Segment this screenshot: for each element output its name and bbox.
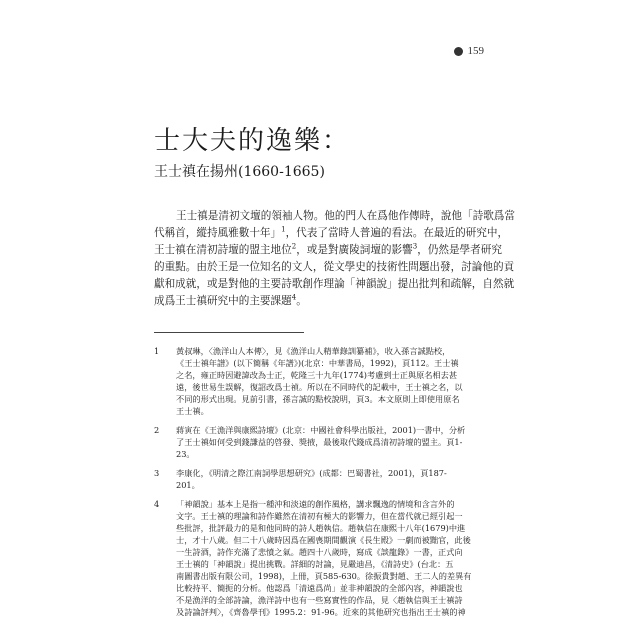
footnote-text: 蔣寅在《王漁洋與康熙詩壇》(北京：中國社會科學出版社，2001)一書中，分析 了王士禛如何受到錢謙益的啓發、獎掖，最後取代錢成爲清初詩壇的盟主。頁1- 23。 (176, 425, 466, 459)
page-header (454, 45, 485, 57)
paragraph (154, 208, 515, 310)
body-line: 的重點。由於王是一位知名的文人，從文學史的技術性問題出發，討論他的貢 (154, 261, 515, 273)
footnote-ref[interactable]: 1 (281, 225, 286, 234)
footnote (154, 345, 494, 417)
body-line: 獻和成就，或是對他的主要詩歌創作理論「神韻說」提出批判和疏解，自然就 (154, 278, 515, 290)
footnote (154, 424, 494, 460)
body-line: 代稱首，縱持風雅數十年」$^1$，代表了當時人普遍的看法。在最近的研究中， (154, 225, 509, 239)
body-line: 成爲王士禛研究中的主要課題$^4$。 (154, 293, 307, 307)
footnote-ref[interactable]: 3 (412, 242, 418, 251)
footnote (154, 498, 494, 618)
footnotes (154, 345, 494, 625)
chapter-subtitle: 王士禛在揚州(1660-1665) (154, 164, 325, 180)
chapter-title: 士大夫的逸樂： (154, 126, 351, 156)
footnote (154, 467, 494, 491)
footnote-text: 「神韻說」基本上是指一種沖和淡遠的創作風格，講求飄逸的情境和含言外的 文字。王士禛的理論和詩作雖然在清初有極大的影響力，但在當代就已經引起一 些批評，批評最力的是和他同時的詩人趙執信。趙執信在康熙十八年(1679)中進 士，才十八歲。但二十八歲時因爲在國喪期間觀演《長生殿》一劇而被黜官，此後 一生詩酒，詩作充滿了悲憤之氣。趙四十八歲時，寫成《談龍錄》一書，正式向 王士禛的「神韻說」提出挑戰。詳細的討論，見嚴迪昌，《清詩史》(台北：五 南圖書出版有限公司，1998)，上冊，頁585-630。徐振貴對趙、王二人的差異有 比較持平、簡扼的分析。他認爲「清遠爲尚」並非神韻說的全部內容，神韻說也 不是漁洋的全部詩論，漁洋詩中也有一些寫實性的作品，見〈趙執信與王士禛詩 及詩論評判〉，《齊魯學刊》1995.2：91-96。近來的其他研究也指出王士禛的神 (176, 499, 472, 617)
footnote-text: 李康化，《明清之際江南詞學思想研究》(成都：巴蜀書社，2001)，頁187- 201。 (176, 468, 447, 490)
page-number: 159 (467, 45, 484, 57)
footnote-number: 4 (154, 499, 160, 509)
footnote-divider (154, 332, 304, 333)
bullet-icon (454, 47, 463, 56)
footnote-number: 1 (154, 346, 160, 356)
footnote-text: 黃叔琳，〈漁洋山人本傳〉，見《漁洋山人精華錄訓纂補》，收入孫言誠點校， 《王士禛年譜》(以下簡稱《年譜》)(北京：中華書局，1992)，頁112。王士禛 之名，雍正時因避諱改為士正，乾隆三十九年(1774)考慮到士正與原名相去甚 遠，後世易生誤解，復詔改爲士禎。所以在不同時代的記載中，王士禛之名，以 不同的形式出現。見前引書，孫言誠的點校說明，頁3。本文原則上即使用原名 王士禛。 (176, 346, 463, 416)
footnote-ref[interactable]: 2 (291, 242, 297, 251)
footnote-number: 2 (154, 425, 160, 435)
body-text (154, 208, 515, 310)
body-line: 王士禛在清初詩壇的盟主地位$^2$，或是對廣陵詞壇的影響$^3$，仍然是學者研究 (154, 242, 502, 256)
footnote-number: 3 (154, 468, 160, 478)
body-line: 王士禛是清初文壇的領袖人物。他的門人在爲他作傳時，說他「詩歌爲當 (176, 210, 515, 222)
footnote-ref[interactable]: 4 (291, 293, 297, 302)
